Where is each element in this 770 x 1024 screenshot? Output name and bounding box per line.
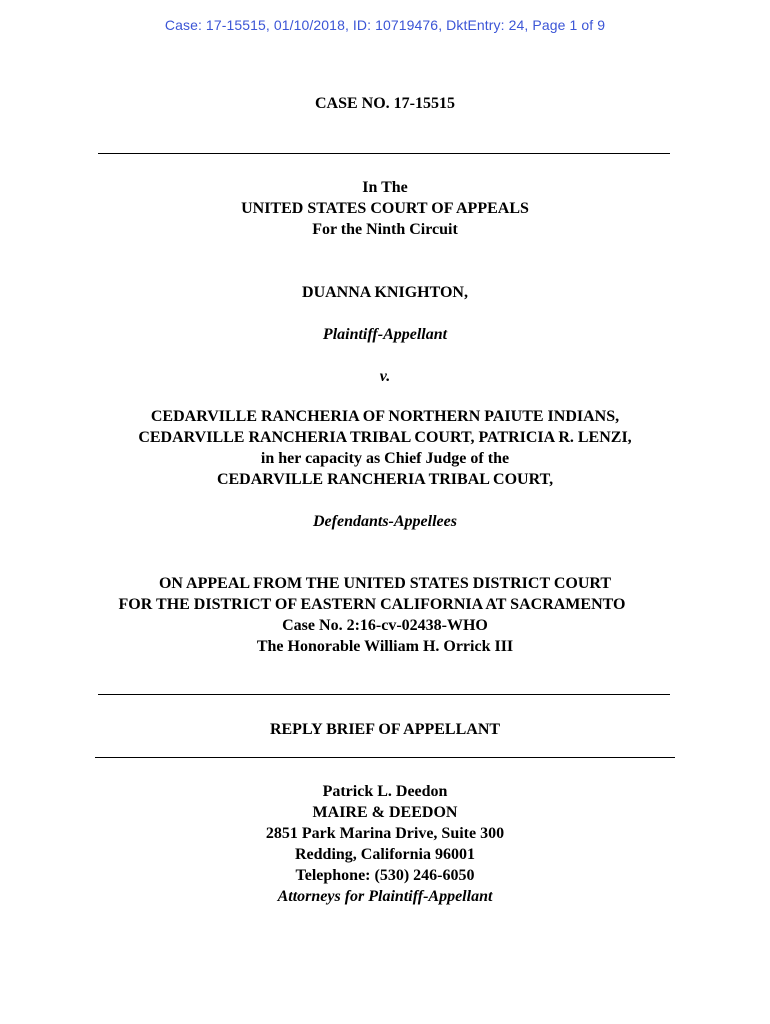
counsel-telephone: Telephone: (530) 246-6050 [295, 867, 475, 884]
divider-rule [98, 694, 670, 695]
plaintiff-name: DUANNA KNIGHTON, [302, 284, 468, 301]
docket-stamp: Case: 17-15515, 01/10/2018, ID: 10719476, DktEntry: 24, Page 1 of 9 [164, 17, 606, 33]
court-circuit: For the Ninth Circuit [312, 221, 458, 238]
defendant-line-1: CEDARVILLE RANCHERIA OF NORTHERN PAIUTE INDIANS, [150, 408, 620, 425]
case-number: CASE NO. 17-15515 [314, 95, 455, 112]
counsel-address-1: 2851 Park Marina Drive, Suite 300 [265, 825, 505, 842]
plaintiff-role: Plaintiff-Appellant [322, 326, 448, 343]
divider-rule [98, 153, 670, 154]
counsel-name: Patrick L. Deedon [322, 783, 448, 800]
defendants-role: Defendants-Appellees [313, 513, 457, 530]
counsel-role: Attorneys for Plaintiff-Appellant [277, 888, 493, 905]
appeal-line-1: ON APPEAL FROM THE UNITED STATES DISTRICT COURT [158, 575, 612, 592]
court-name: UNITED STATES COURT OF APPEALS [241, 200, 529, 217]
brief-title: REPLY BRIEF OF APPELLANT [269, 721, 501, 738]
presiding-judge: The Honorable William H. Orrick III [256, 638, 514, 655]
counsel-firm: MAIRE & DEEDON [312, 804, 458, 821]
divider-rule [95, 757, 675, 758]
defendant-line-3: in her capacity as Chief Judge of the [260, 450, 510, 467]
defendant-line-2: CEDARVILLE RANCHERIA TRIBAL COURT, PATRICIA R. LENZI, [138, 429, 632, 446]
defendant-line-4: CEDARVILLE RANCHERIA TRIBAL COURT, [216, 471, 554, 488]
appeal-line-2: FOR THE DISTRICT OF EASTERN CALIFORNIA AT SACRAMENTO [118, 596, 626, 613]
court-intro: In The [362, 179, 408, 196]
versus: v. [379, 368, 391, 385]
lower-court-case-number: Case No. 2:16-cv-02438-WHO [282, 617, 488, 634]
counsel-address-2: Redding, California 96001 [294, 846, 475, 863]
